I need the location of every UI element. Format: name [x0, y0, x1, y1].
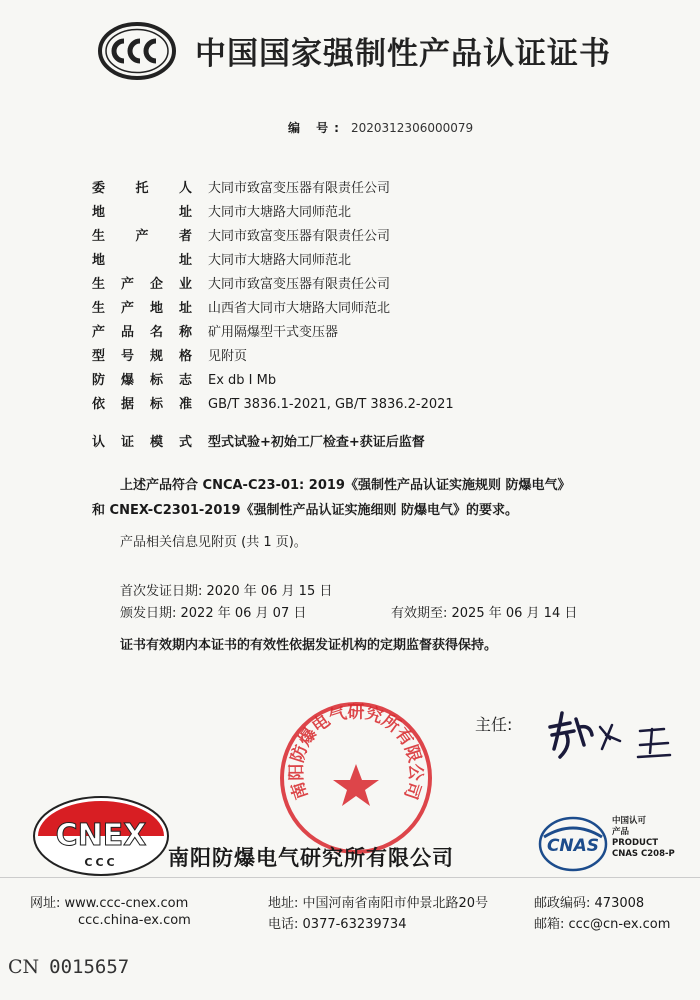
ccc-logo	[98, 22, 176, 80]
phone-value: 0377-63239734	[302, 917, 407, 932]
address-label: 地址:	[268, 896, 299, 911]
email-row	[534, 913, 670, 932]
cert-no-value: 2020312306000079	[350, 121, 474, 135]
conformity-line-2: 和 CNEX-C2301-2019《强制性产品认证实施细则 防爆电气》的要求。	[92, 503, 519, 518]
email-value[interactable]: ccc@cn-ex.com	[568, 917, 671, 932]
svg-text:CNEX: CNEX	[55, 818, 147, 853]
cnas-logo	[538, 815, 608, 873]
serial-prefix: CN	[8, 956, 40, 978]
field-value: 大同市致富变压器有限责任公司	[208, 229, 391, 244]
field-standards	[92, 393, 454, 412]
cnas-line-4: CNAS C208-P	[612, 849, 675, 859]
field-factory-address	[92, 297, 390, 316]
director-label: 主任:	[475, 715, 513, 734]
field-model	[92, 345, 247, 364]
field-ex-marking	[92, 369, 276, 388]
field-label: 认证模式	[92, 435, 192, 450]
director-signature	[540, 705, 690, 765]
phone-row	[268, 913, 406, 932]
field-label: 生产企业	[92, 277, 192, 292]
field-value: 大同市致富变压器有限责任公司	[208, 181, 391, 196]
website-row	[30, 892, 188, 911]
field-value: 大同市大塘路大同师范北	[208, 205, 352, 220]
cnas-accreditation-text	[612, 816, 675, 860]
serial-digits: 0015657	[49, 956, 130, 978]
field-label: 委托人	[92, 181, 192, 196]
field-value: 见附页	[208, 349, 248, 364]
field-label: 生产者	[92, 229, 192, 244]
email-label: 邮箱:	[534, 917, 565, 932]
field-value: 大同市致富变压器有限责任公司	[208, 277, 391, 292]
field-value: 矿用隔爆型干式变压器	[208, 325, 339, 340]
validity-note: 证书有效期内本证书的有效性依据发证机构的定期监督获得保持。	[120, 638, 498, 653]
field-label: 地址	[92, 253, 192, 268]
field-label: 防爆标志	[92, 373, 192, 388]
cnas-line-3: PRODUCT	[612, 838, 658, 848]
svg-text:南阳防爆电气研究所有限公司: 南阳防爆电气研究所有限公司	[286, 702, 426, 802]
field-manufacturer	[92, 225, 390, 244]
cnas-line-1: 中国认可	[612, 816, 647, 826]
field-value: Ex db Ⅰ Mb	[208, 373, 277, 388]
field-value: 山西省大同市大塘路大同师范北	[208, 301, 391, 316]
field-value: GB/T 3836.1-2021, GB/T 3836.2-2021	[208, 397, 454, 412]
field-label: 产品名称	[92, 325, 192, 340]
field-cert-mode	[92, 431, 425, 450]
expiry-date: 有效期至: 2025 年 06 月 14 日	[391, 606, 578, 621]
footer-divider	[0, 877, 700, 878]
field-client-address	[92, 201, 351, 220]
certificate-title: 中国国家强制性产品认证证书	[195, 36, 611, 72]
field-product-name	[92, 321, 338, 340]
field-label: 地址	[92, 205, 192, 220]
field-manufacturer-address	[92, 249, 351, 268]
svg-text:CCC: CCC	[84, 856, 118, 869]
field-label: 依据标准	[92, 397, 192, 412]
official-seal	[278, 700, 434, 856]
phone-label: 电话:	[268, 917, 299, 932]
website-link-1[interactable]: www.ccc-cnex.com	[64, 896, 189, 911]
svg-text:CNAS: CNAS	[546, 836, 600, 856]
field-label: 生产地址	[92, 301, 192, 316]
serial-number	[8, 956, 129, 978]
field-label: 型号规格	[92, 349, 192, 364]
issue-date: 颁发日期: 2022 年 06 月 07 日	[120, 606, 307, 621]
field-value: 大同市大塘路大同师范北	[208, 253, 352, 268]
issuer-name: 南阳防爆电气研究所有限公司	[168, 846, 454, 870]
certificate-number	[288, 119, 473, 136]
zip-row	[534, 892, 644, 911]
zip-label: 邮政编码:	[534, 896, 591, 911]
cnas-line-2: 产品	[612, 827, 630, 837]
attachment-note: 产品相关信息见附页 (共 1 页)。	[120, 535, 307, 550]
website-link-2[interactable]: ccc.china-ex.com	[78, 913, 191, 928]
address-row	[268, 892, 488, 911]
field-value: 型式试验+初始工厂检查+获证后监督	[208, 435, 425, 450]
cnex-logo	[32, 795, 170, 877]
cert-no-label: 编 号:	[288, 121, 345, 135]
field-client	[92, 177, 390, 196]
zip-value: 473008	[594, 896, 645, 911]
field-factory	[92, 273, 390, 292]
conformity-line-1: 上述产品符合 CNCA-C23-01: 2019《强制性产品认证实施规则 防爆电气》	[120, 478, 571, 493]
first-issue-date: 首次发证日期: 2020 年 06 月 15 日	[120, 584, 333, 599]
website-label: 网址:	[30, 896, 61, 911]
address-value: 中国河南省南阳市仲景北路20号	[302, 896, 489, 911]
